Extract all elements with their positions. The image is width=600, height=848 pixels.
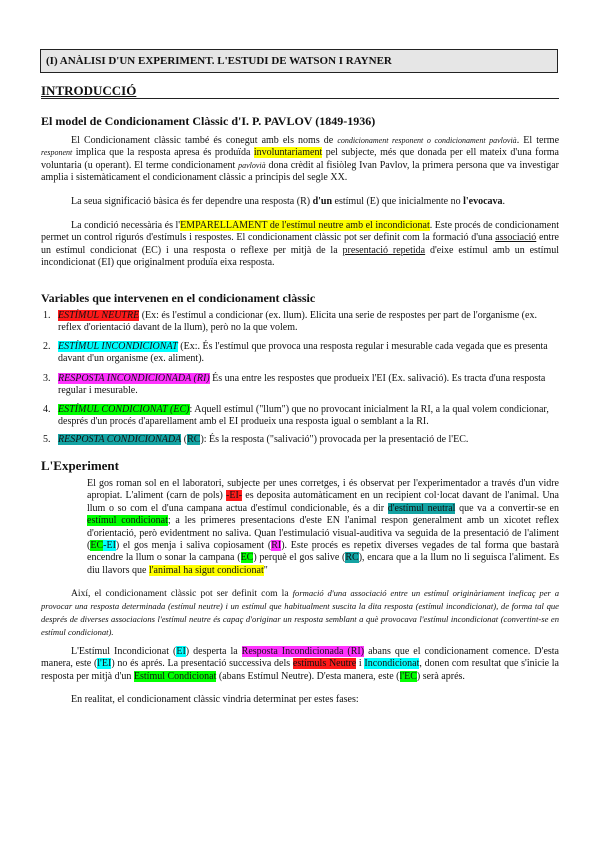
variable-1 (58, 310, 558, 335)
variable-1-number: 1. (43, 310, 51, 321)
exp-text-k: ). Este procés es repetix diverses vegades de tal forma que bastarà encendre la llum o sonar la campana ( (87, 540, 559, 564)
exp-rc: RC (345, 552, 359, 564)
p1-term: responent (41, 148, 73, 158)
section-banner: (I) ANÀLISI D'UN EXPERIMENT. L'ESTUDI DE WATSON I RAYNER (40, 49, 558, 73)
p3-text-e: entre un estímul condicionat (EC) i una resposta o reflexe per mitjà de la (41, 232, 559, 256)
p1-text-i: dona crèdit al fisiòleg Ivan Pavlov, la primera persona que va investigar amplia i sistemàticament el condicionament clàssic a principis del segle XX. (41, 159, 559, 184)
p3-text-a: La condició necessària és l' (71, 220, 181, 231)
p5-incondicionat: Incondicionat (364, 658, 420, 670)
p3-associacio: associació (495, 232, 537, 244)
variable-3 (58, 373, 558, 398)
variable-5: RESPOSTA CONDICIONADA (RC): És la resposta ("salivació") provocada per la presentació de l'EC. (58, 434, 469, 445)
exp-ri: RI (271, 540, 282, 552)
p2-text-a: La seua significació bàsica és fer dependre una resposta (R) (71, 196, 313, 207)
variable-3-number: 3. (43, 373, 51, 384)
exp-ei-marker: -EI- (226, 490, 243, 502)
p3-highlight-emparellament: EMPARELLAMENT de l'estímul neutre amb el incondicionat (180, 220, 430, 231)
p5-text-k: , donen com resultat que s'inicie la resposta per mitjà d'un (41, 658, 559, 682)
variable-4-text: : Aquell estímul ("llum") que no provocant inicialment la RI, a la qual volem condicionar, després d'un procés d'aparellament amb el EI produeix una resposta igual o semblant a la RI. (58, 404, 549, 428)
exp-text-o: ), encara que a la llum no li seguisca l'aliment. Es diu llavors que (87, 552, 559, 576)
exp-condicionat-highlight: l'animal ha sigut condicionat (148, 564, 264, 576)
variable-3-term: RESPOSTA INCONDICIONADA (RI) (58, 373, 210, 384)
experiment-paragraph (87, 478, 559, 577)
variable-2-term: ESTÍMUL INCONDICIONAT (58, 341, 178, 352)
p3-presentacio-repetida: presentació repetida (342, 244, 426, 256)
p5-lec: l'EC (399, 670, 417, 682)
exp-text-c: es deposita automàticament en un recipient col·locat davant de l'animal. Una llum o so com el d'una campana actua d'estímul condicionable, és a dir (87, 490, 559, 514)
variable-2 (58, 341, 558, 366)
p5-text-o: ) serà aprés. (416, 670, 465, 682)
variable-3-text: És una entre les respostes que produeix l'EI (Ex. salivació). Es tracta d'una resposta regular i mesurable. (58, 373, 546, 397)
p5-text-m: (abans Estímul Neutre). D'esta manera, este ( (216, 670, 400, 682)
p5-text-a: L'Estímul Incondicionat ( (71, 646, 177, 657)
variable-5-code: RC (187, 434, 201, 445)
p4-text-a: Així, el condicionament clàssic pot ser definit com la (71, 588, 293, 599)
p5-ei: EI (176, 646, 186, 657)
p1-text-a: El Condicionament clàssic també és conegut amb els noms de (71, 135, 338, 146)
p5-estimuls-neutre: estímuls Neutre (292, 658, 357, 670)
p3-text-c: . Este procés de condicionament permet un control rigurós d'estímuls i respostes. El condicionament clàssic pot ser definit com la formació d'una (41, 220, 560, 244)
pavlov-heading: El model de Condicionament Clàssic d'I. P. PAVLOV (1849-1936) (41, 114, 376, 128)
variable-4-number: 4. (43, 404, 51, 415)
p1-highlight-involuntariament: involuntariament (253, 147, 323, 159)
p1-text-c: . El terme (516, 135, 560, 146)
variable-1-term: ESTÍMUL NEUTRE (58, 310, 140, 321)
exp-estimul-condicionat: estímul condicionat (87, 515, 168, 527)
exp-text-m: ) perquè el gos salive ( (253, 552, 346, 564)
variable-2-number: 2. (43, 341, 51, 352)
paragraph-3 (41, 220, 559, 270)
p4-definition: formació d'una associació entre un estímul originàriament ineficaç per a provocar una resposta determinada (estímul neutre) i un estímul que habitualment suscita la dita resposta (estímul incondicionat), de forma tal que després de diverses associacions l'estímul neutre és capaç d'originar un resposta semblant a què provocava l'estímul incondicionat (convertint-se en estímul condicionat). (41, 588, 559, 637)
paragraph-4 (41, 587, 559, 639)
p1-text-e: implica que la resposta apresa és produïda (72, 147, 254, 159)
variables-heading: Variables que intervenen en el condicionament clàssic (41, 291, 316, 305)
p2-text-c: estímul (E) que inicialmente no (332, 196, 464, 207)
exp-ec-1: EC (90, 540, 104, 552)
intro-heading: INTRODUCCIÓ (41, 84, 559, 99)
paragraph-1 (41, 135, 559, 185)
exp-estimul-neutral: d'estímul neutral (387, 502, 456, 514)
exp-text-e: que va a convertir-se en (455, 502, 559, 514)
exp-ei-1: -EI (103, 540, 116, 552)
p1-term-responent: condicionament responent o condicionament pavlovià (337, 136, 517, 145)
variable-1-text: (Ex: és l'estímul a condicionar (ex. llum). Elicita una serie de respostes per part de l'organisme (ex. reflex d'orientació davant de la llum), però no la que volem. (58, 310, 537, 334)
p2-text-d: l'evocava (463, 196, 503, 207)
p5-lei: l'EI (97, 658, 112, 670)
exp-text-i: ) el gos menja i saliva copiosament ( (115, 540, 272, 552)
p1-text-g: pel subjecte, més que donada per ell mateix d'una forma voluntaria (u operant). El terme condicionament (41, 147, 559, 171)
variable-5-term: RESPOSTA CONDICIONADA (58, 434, 182, 445)
p3-text-g: d'eixe estímul amb un estímul incondicionat (EI) que originalment produïa eixa resposta. (41, 244, 560, 269)
p1-term-pavlovia: pavlovià (238, 160, 266, 170)
experiment-heading: L'Experiment (41, 458, 119, 473)
p5-text-e: abans que el condicionament comence. D'esta manera, este ( (41, 646, 559, 670)
p2-text-e: . (502, 196, 506, 207)
exp-ec-2: EC (240, 552, 254, 564)
exp-text-q: " (263, 564, 268, 576)
paragraph-6: En realitat, el condicionament clàssic vindria determinat per estes fases: (71, 694, 359, 705)
p5-text-i: i (356, 658, 365, 670)
exp-text-a: El gos roman sol en el laboratori, subjecte per unes corretges, i és observat per l'experimentador a través d'un vidre apropiat. L'aliment (carn de pols) (87, 478, 559, 502)
variable-5-text: : És la resposta ("salivació") provocada per la presentació de l'EC. (203, 434, 469, 445)
paragraph-5 (41, 646, 559, 683)
p5-estimul-condicionat: Estímul Condicionat (133, 670, 217, 682)
p2-text-b: d'un (312, 196, 333, 207)
variable-5-number: 5. (43, 434, 51, 445)
variable-2-text: (Ex:. És l'estímul que provoca una resposta regular i mesurable cada vegada que es presenta davant d'un organisme (ex. aliment). (58, 341, 548, 365)
paragraph-2 (41, 196, 559, 208)
variable-4-term: ESTÍMUL CONDICIONAT (EC) (58, 404, 190, 415)
exp-text-g: ; a les primeres presentacions d'este EN l'animal respon generalment amb un xicotet reflex d'orientació, però evidentment no saliva. Quan l'estimulació visual-auditiva va seguida de la presentació de l'aliment ( (87, 515, 560, 552)
p5-text-g: ) no és aprés. La presentació successiva dels (111, 658, 293, 670)
p5-text-c: ) desperta la (185, 646, 242, 657)
p5-resposta-incondicionada: Resposta Incondicionada (RI) (241, 646, 365, 657)
variable-4 (58, 404, 558, 429)
